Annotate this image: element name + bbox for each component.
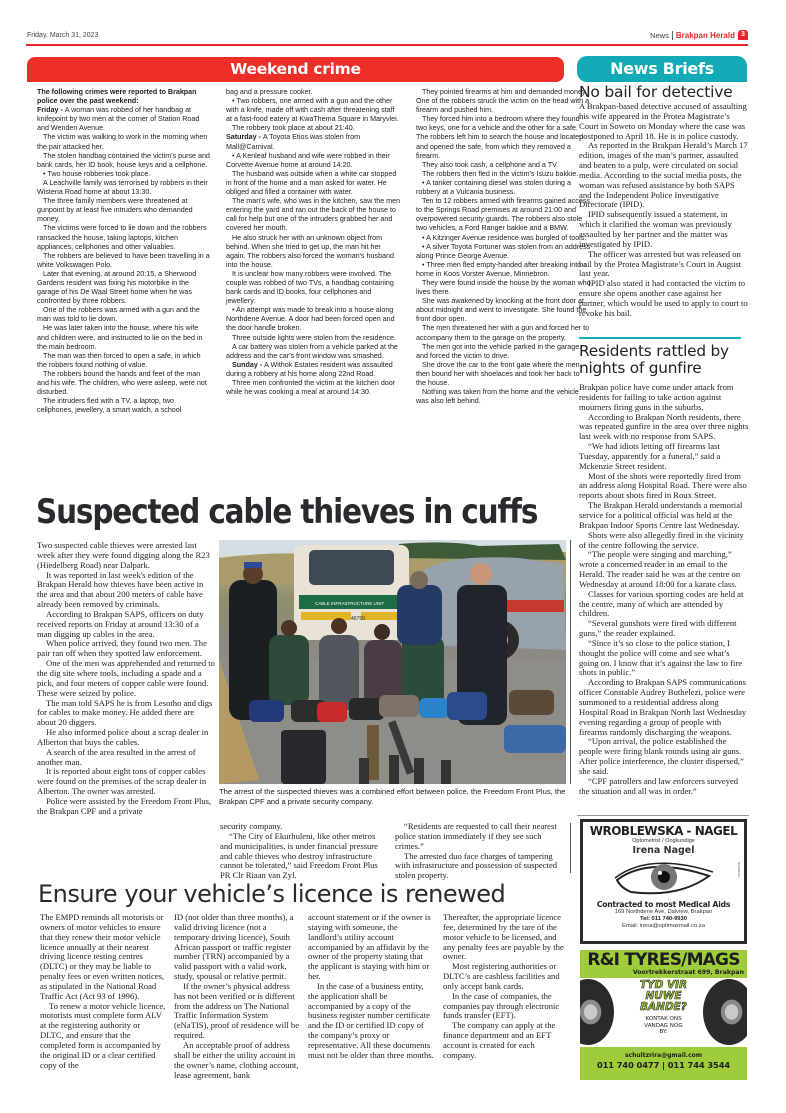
crime-paragraph [416, 361, 591, 388]
cable-thieves-headline: Suspected cable thieves in cuffs [36, 492, 538, 531]
tyre-icon [703, 979, 747, 1045]
page-header [26, 32, 748, 46]
paragraph: Two suspected cable thieves were arrested last week after they were found digging along the R23 (Hiedelberg Road) near Dalpark. [37, 540, 210, 570]
paragraph: A Brakpan-based detective accused of assaulting his wife appeared in the Protea Magistrate’s Court in Soweto on Monday where the case was postponed to April 18. He is in police custody. [579, 101, 747, 141]
gunfire-body [579, 383, 749, 796]
paragraph-text: • A Kitzinger Avenue residence was burgled of tools. [422, 233, 587, 242]
crime-paragraph [416, 243, 591, 261]
ad-contact-line2: VANDAG NOG [644, 1022, 683, 1029]
licence-column-4 [443, 913, 569, 1061]
paragraph-text: One of the robbers was armed with a gun and the man was told to lie down. [37, 306, 200, 324]
crime-paragraph [416, 279, 591, 297]
crime-paragraph [416, 324, 591, 342]
paragraph-text: A Toyota Etios was stolen from Mall@Carnival. [226, 133, 361, 151]
column-rule [570, 823, 571, 873]
crime-paragraph [37, 88, 212, 106]
crime-paragraph [37, 179, 212, 197]
crime-paragraph [37, 324, 212, 351]
paragraph: ID (not older than three months), a valid driving licence (not a temporary driving licence), South African passport or traffic register number (TRN) accompanied by a valid passport with a valid work, study, spousal or relative permit. [174, 912, 294, 982]
paragraph-text: The man's wife, who was in the kitchen, saw the men entering the yard and ran out the back of the house to call for help but one of the intruders grabbed her and covered her mouth. [226, 197, 401, 233]
ad-tagline: Contracted to most Medical Aids [596, 900, 731, 909]
paragraph-text: They pointed firearms at him and demanded money. One of the robbers struck the victim on the head with a firearm and pushed him. [416, 88, 590, 115]
crime-paragraph [416, 261, 591, 279]
crime-paragraph [37, 106, 212, 133]
licence-headline: Ensure your vehicle’s licence is renewed [38, 880, 506, 908]
paragraph-text: Three men confronted the victim at the kitchen door while he was cooking a meal at around 14:30. [226, 379, 396, 397]
eye-icon [609, 858, 719, 898]
paragraph: “CPF patrollers and law enforcers surveyed the situation and all was in order.” [579, 775, 739, 796]
paragraph-text: Later that evening, at around 20:15, a Sherwood Gardens resident was fixing his motorbike in the garage of his De Waal Street home when he was confronted by three robbers. [37, 269, 197, 306]
ad-question-line3: BANDE? [640, 1001, 687, 1013]
paragraph-text: The three family members were threatened at gunpoint by at least five intruders who demanded money. [37, 197, 193, 224]
gunfire-headline [579, 343, 729, 377]
ad-business-name: R&I TYRES/MAGS [587, 950, 740, 970]
ad-address: Voortrekkerstraat 699, Brakpan [632, 969, 744, 976]
ad-contact-line3: BY: [659, 1029, 668, 1035]
gunfire-headline-line2: nights of gunfire [579, 359, 702, 377]
paragraph: An acceptable proof of address shall be either the utility account in the owner’s name, clothing account, lease agreement, bank [174, 1039, 299, 1080]
paragraph: It is reported about eight tons of copper cables were found on the premises of the scrap dealer in Alberton. The owner was arrested. [37, 766, 207, 797]
paragraph: One of the men was apprehended and returned to the dig site where tools, including a spade and a pick, and four meters of copper cable were found. These were seized by police. [37, 658, 215, 698]
crime-paragraph [416, 179, 591, 197]
crime-paragraph [416, 170, 591, 179]
paragraph-text: Three outside lights were stolen from the residence. [232, 333, 396, 342]
paragraph: The company can apply at the finance department and an EFT account is created for each company. [443, 1020, 556, 1060]
cable-column-3 [395, 822, 570, 881]
no-bail-headline: No bail for detective [579, 83, 733, 101]
crime-paragraph [226, 379, 401, 397]
gunfire-headline-line1: Residents rattled by [579, 342, 729, 360]
crime-paragraph [37, 352, 212, 370]
paragraph-text: She was awakened by knocking at the front door at about midnight and went to investigate. She found the front door open. [416, 297, 587, 324]
paragraph: security company. [220, 821, 283, 831]
crime-paragraph [37, 133, 212, 151]
crime-paragraph [416, 234, 591, 243]
crime-paragraph [37, 197, 212, 224]
paragraph-text: He also struck her with an unknown object from behind. When she tried to get up, the man hit her again. The robbers also forced the woman's husband into the house. [226, 233, 394, 269]
paragraph: “The City of Ekurhuleni, like other metros and municipalities, is under financial pressure and cable thieves who destroy infrastructure cannot be tolerated,” said Freedom Front Plus PR Clr Riaan van Zyl. [220, 830, 378, 881]
paragraph: “Several gunshots were fired with different guns,” the reader explained. [579, 618, 737, 639]
paragraph: It was reported in last week's edition of the Brakpan Herald how thieves have been active in the area and that about 200 meters of cable have already been removed by criminals. [37, 569, 204, 610]
crime-paragraph [226, 97, 401, 124]
paragraph: Most registering authorities or DLTC’s are cashless facilities and only accept bank cards. [443, 961, 560, 991]
crime-paragraph [226, 170, 401, 197]
crime-paragraph [37, 270, 212, 306]
paragraph-text: The intruders fled with a TV, a laptop, two cellphones, jewellery, a smart watch, a school [37, 397, 182, 415]
ad-phones: 011 740 0477 | 011 744 3544 [596, 1060, 731, 1070]
crime-paragraph [226, 133, 401, 151]
paragraph: According to Brakpan SAPS communications officer Constable Audrey Buthelezi, police were summoned to a residential address along Hospital Road in Brakpan North last Wednesday evening regarding a group of people with firearms randomly discharging the weapons. [579, 677, 747, 737]
page-number: 3 [738, 30, 748, 40]
cable-column-2 [220, 822, 388, 881]
paragraph-text: • A tanker containing diesel was stolen during a robbery at a Vulcania business. [416, 178, 571, 197]
crime-paragraph [416, 388, 591, 406]
paragraph-text: They forced him into a bedroom where they found two keys, one for a vehicle and the other for a safe. The robbers left him to search the house and located and opened the safe, from which they removed a firearm. [416, 115, 584, 160]
crime-paragraph [37, 224, 212, 251]
ad-tyre-panel [580, 978, 747, 1047]
issue-date: Friday, March 31, 2023 [27, 32, 99, 39]
ad-email: schultzrira@gmail.com [624, 1052, 703, 1059]
column-rule [570, 540, 571, 784]
paragraph: “Upon arrival, the police established the people were firing blank rounds using air guns. After police interference, the cluster dispersed,” she said. [579, 736, 744, 776]
paragraph-text: The robbers are believed to have been travelling in a white Volkswagen Polo. [37, 251, 210, 269]
bold-lead: The following crimes were reported to Brakpan police over the past weekend: [37, 88, 197, 106]
paragraph: Classes for various sporting codes are held at the centre, many of which are attended by children. [579, 588, 744, 619]
weekend-crime-banner: Weekend crime [27, 57, 564, 82]
paragraph-text: A Leachville family was terrorised by robbers in their Wisteria Road home at about 13:30. [37, 178, 208, 197]
ad-business-name: WROBLEWSKA - NAGEL [589, 824, 738, 838]
paragraph: The Brakpan Herald understands a memorial service for a political official was held at the Brakpan Indoor Sports Centre last Wednesday. [579, 500, 743, 530]
arrest-photo [219, 540, 566, 784]
paragraph-text: • Two house robberies took place. [43, 169, 151, 178]
paragraph-text: • Two robbers, one armed with a gun and the other with a knife, made off with cash after threatening staff at a fast-food eatery at KwaThema Square in Maryvlei. [226, 97, 399, 124]
ad-phone: Tel: 011 740-9930 [640, 916, 687, 922]
arrest-photo-image [219, 540, 566, 784]
crime-paragraph [416, 161, 591, 170]
crime-paragraph [37, 370, 212, 397]
paragraph: In the case of a business entity, the application shall be accompanied by a copy of the business register number certificate and the ID or certified ID copy of the company’s proxy or representative. All these documents must not be older than three months. [308, 980, 434, 1060]
crime-column-2 [226, 88, 401, 397]
paragraph: “The people were singing and marching,” wrote a concerned reader in an email to the Herald. The reader said he was at the centre on Wednesday at around 18:00 for a karate class. [579, 549, 741, 589]
paragraph: The officer was arrested but was released on bail by the Protea Magistrate’s Court in August last year. [579, 248, 742, 279]
crime-paragraph [416, 197, 591, 233]
crime-paragraph [226, 343, 401, 361]
crime-paragraph [37, 170, 212, 179]
news-briefs-banner: News Briefs [577, 56, 747, 82]
paragraph: He also informed police about a scrap dealer in Alberton that buys the cables. [37, 727, 209, 747]
paragraph-text: He was later taken into the house, where his wife and children were, and instructed to lie on the bed in the main bedroom. [37, 324, 203, 351]
crime-paragraph [416, 88, 591, 115]
paragraph-text: The men got into the vehicle parked in the garage and forced the victim to drive. [416, 342, 580, 360]
paragraph: A search of the area resulted in the arrest of another man. [37, 746, 196, 767]
paragraph-text: Ten to 12 robbers armed with firearms gained access to the Springs Road premises at around 21:00 and overpowered security guards. The robbers also stole two vehicles, a Ford Ranger bakkie and a BMW. [416, 197, 590, 233]
paragraph-text: The victim was walking to work in the morning when the pair attacked her. [37, 133, 208, 151]
paragraph-text: The man was then forced to open a safe, in which the robbers found nothing of value. [37, 351, 201, 369]
paragraph-text: The men threatened her with a gun and forced her to accompany them to the garage on the property. [416, 324, 590, 342]
bold-lead: Saturday - [226, 133, 263, 142]
crime-column-1 [37, 88, 212, 415]
vehicle-number-text: 46750 [351, 616, 365, 622]
cable-column-1 [37, 541, 215, 817]
licence-column-2 [174, 913, 300, 1080]
crime-paragraph [226, 124, 401, 133]
paragraph-text: The robbers then fled in the victim's Isuzu bakkie. [422, 169, 579, 178]
crime-paragraph [226, 334, 401, 343]
paragraph-text: • A Kenleaf husband and wife were robbed in their Corvette Avenue home at around 14:20. [226, 151, 390, 169]
ad-email: Email: irena@optimaxmail.co.za [622, 923, 705, 929]
crime-paragraph [37, 152, 212, 170]
paragraph: “Residents are requested to call their nearest police station immediately if they see such crimes.” [395, 821, 557, 851]
paragraph-text: bag and a pressure cooker. [226, 88, 313, 96]
paragraph-text: It is unclear how many robbers were involved. The couple was robbed of two TVs, a handbag containing bank cards and ID books, four cellphones and jewellery. [226, 269, 394, 306]
paragraph: The EMPD reminds all motorists or owners of motor vehicles to ensure that they renew their motor vehicle licence annually at their nearest driving licence testing centres (DLTC) or they may be liable to penalty fees or even written notices, as stipulated in the National Road Traffic Act (Act 93 of 1996). [40, 912, 165, 1001]
brief-divider [579, 337, 741, 339]
licence-column-3 [308, 913, 434, 1061]
paragraph-text: She drove the car to the front gate where the men then bound her with shoelaces and took her back to the house. [416, 360, 580, 387]
crime-paragraph [226, 270, 401, 306]
crime-paragraph [226, 361, 401, 379]
paragraph-text: The robbery took place at about 21:40. [232, 124, 355, 133]
crime-paragraph [226, 197, 401, 233]
vehicle-livery-text: CABLE INFRASTRUCTURE UNIT [315, 601, 385, 606]
paragraph-text: Nothing was taken from the home and the vehicle was also left behind. [416, 388, 579, 406]
paragraph-text: • An attempt was made to break into a house along Northdene Avenue. A door had been forced open and the door handle broken. [226, 306, 395, 333]
paragraph-text: The husband was outside when a white car stopped in front of the home and a man asked for water. He obliged and filled a container with water. [226, 169, 397, 197]
sidebar-divider [577, 815, 749, 816]
bold-lead: Friday - [37, 106, 65, 115]
paragraph-text: They also took cash, a cellphone and a TV. [422, 160, 559, 169]
tyre-icon [580, 979, 614, 1045]
ad-contact-line1: KONTAK ONS [645, 1016, 682, 1022]
crime-paragraph [226, 152, 401, 170]
crime-paragraph [37, 306, 212, 324]
paragraph: According to Brakpan SAPS, officers on duty received reports on Friday at around 13:30 of a man digging up cables in the area. [37, 608, 204, 639]
paragraph-text: The stolen handbag contained the victim's purse and bank cards, her ID book, house keys and a cellphone. [37, 151, 210, 169]
paragraph: Police were assisted by the Freedom Front Plus, the Brakpan CPF and a private [37, 795, 212, 816]
paragraph: In the case of companies, the companies pay through electronic funds transfer (EFT). [443, 990, 560, 1021]
paragraph: “We had idiots letting off firearms last Tuesday, apparently for a funeral,” said a Mckenzie Street resident. [579, 441, 721, 471]
paragraph: Thereafter, the appropriate licence fee, determined by the tare of the motor vehicle to be licensed, and any penalty fees are payable by the owner. [443, 912, 564, 962]
paragraph: account statement or if the owner is staying with someone, the landlord’s utility account accompanied by an affidavit by the owner of the property stating that the applicant is staying with him or her. [308, 912, 431, 982]
paragraph-text: The robbers bound the hands and feet of the man and his wife. The children, who were asleep, were not disturbed. [37, 369, 207, 397]
no-bail-body [579, 102, 749, 319]
ad-person-name: Irena Nagel [632, 845, 695, 856]
paragraph: The arrested duo face charges of tampering with infrastructure and possession of suspected stolen property. [395, 850, 558, 881]
crime-paragraph [226, 306, 401, 333]
paragraph-text: They were found inside the house by the woman who lives there. [416, 278, 591, 297]
crime-paragraph [226, 88, 401, 97]
paragraph: IPID subsequently issued a statement, in which it clarified the woman was previously assaulted by her partner and the matter was investigated by IPID. [579, 209, 732, 249]
crime-paragraph [416, 343, 591, 361]
optometrist-ad [580, 819, 747, 944]
crime-paragraph [226, 234, 401, 270]
publication-name: Brakpan Herald [675, 30, 735, 40]
crime-paragraph [416, 297, 591, 324]
divider [672, 31, 673, 40]
crime-paragraph [37, 397, 212, 415]
paragraph: According to Brakpan North residents, there was repeated gunfire in the area over three nights last week with no response from SAPS. [579, 411, 749, 442]
paragraph: “Since it’s so close to the police station, I thought the police will come and see what’s going on. I know that it’s against the law to fire shots in public.” [579, 637, 743, 678]
ad-address: 169 Northdene Ave, Dalview, Brakpan [614, 909, 713, 915]
paragraph: Shots were also allegedly fired in the vicinity of the centre following the service. [579, 529, 744, 550]
paragraph: Most of the shots were reportedly fired from an address along Hospital Road. There were also reports about shots fired in Roux Street. [579, 470, 747, 501]
masthead [650, 30, 748, 40]
paragraph: As reported in the Brakpan Herald’s March 17 edition, images of the man’s partner, assaulted and beaten to a pulp, were circulated on social media. According to the social media posts, the woman was refused assistance by both SAPS and the Independent Police Investigative Directorate (IPID). [579, 140, 748, 210]
paragraph-text: A woman was robbed of her handbag at knifepoint by two men at the corner of Station Road and Wenden Avenue. [37, 106, 200, 133]
paragraph: Brakpan police have come under attack from residents for failing to take action against mourners firing guns in the suburbs. [579, 382, 734, 412]
tyres-ad [580, 950, 747, 1080]
licence-column-1 [40, 913, 166, 1071]
paragraph-text: • Three men fled empty-handed after breaking into a home in Koos Vorster Avenue, Minnebron. [416, 260, 588, 278]
crime-column-3 [416, 88, 591, 406]
paragraph: When police arrived, they found two men. The pair ran off when they spotted law enforcement. [37, 638, 207, 659]
paragraph: To renew a motor vehicle licence, motorists must complete form ALV at the registering authority or DLTC, and ensure that the completed form is accompanied by the original ID or a clear certified copy of the [40, 1000, 166, 1070]
paragraph: IPID also stated it had contacted the victim to ensure she opens another case against her partner, which would be used to apply to court to revoke his bail. [579, 278, 748, 318]
crime-paragraph [416, 115, 591, 160]
section-label: News [650, 30, 669, 40]
bold-lead: Sunday - [232, 360, 265, 369]
ad-question-line2: NUWE [645, 990, 682, 1002]
ad-subtitle: Optometrist / Oogkundige [632, 838, 695, 844]
paragraph: If the owner’s physical address has not been verified or is different from the address on The National Traffic Information System (eNaTIS), proof of residence will be required. [174, 980, 300, 1041]
paragraph-text: The victims were forced to lie down and the robbers ransacked the house, taking laptops, kitchen appliances, cellphones and other valuables. [37, 224, 207, 251]
paragraph-text: A car battery was stolen from a vehicle parked at the address and the car's front window was smashed. [226, 342, 398, 360]
paragraph-text: • A silver Toyota Fortuner was stolen from an address along Prince George Avenue. [416, 242, 591, 260]
photo-caption: The arrest of the suspected thieves was a combined effort between police, the Freedom Front Plus, the Brakpan CPF and a private security company. [219, 787, 566, 806]
paragraph: The man told SAPS he is from Lesotho and digs for cables to make money. He added there are about 20 diggers. [37, 697, 213, 728]
ad-code: NOTEBTE1 [737, 862, 741, 878]
ad-question-line1: TYD VIR [639, 979, 688, 991]
crime-paragraph [37, 252, 212, 270]
paragraph-text: A Withok Estates resident was assaulted during a robbery at his home along 22nd Road. [226, 360, 393, 378]
